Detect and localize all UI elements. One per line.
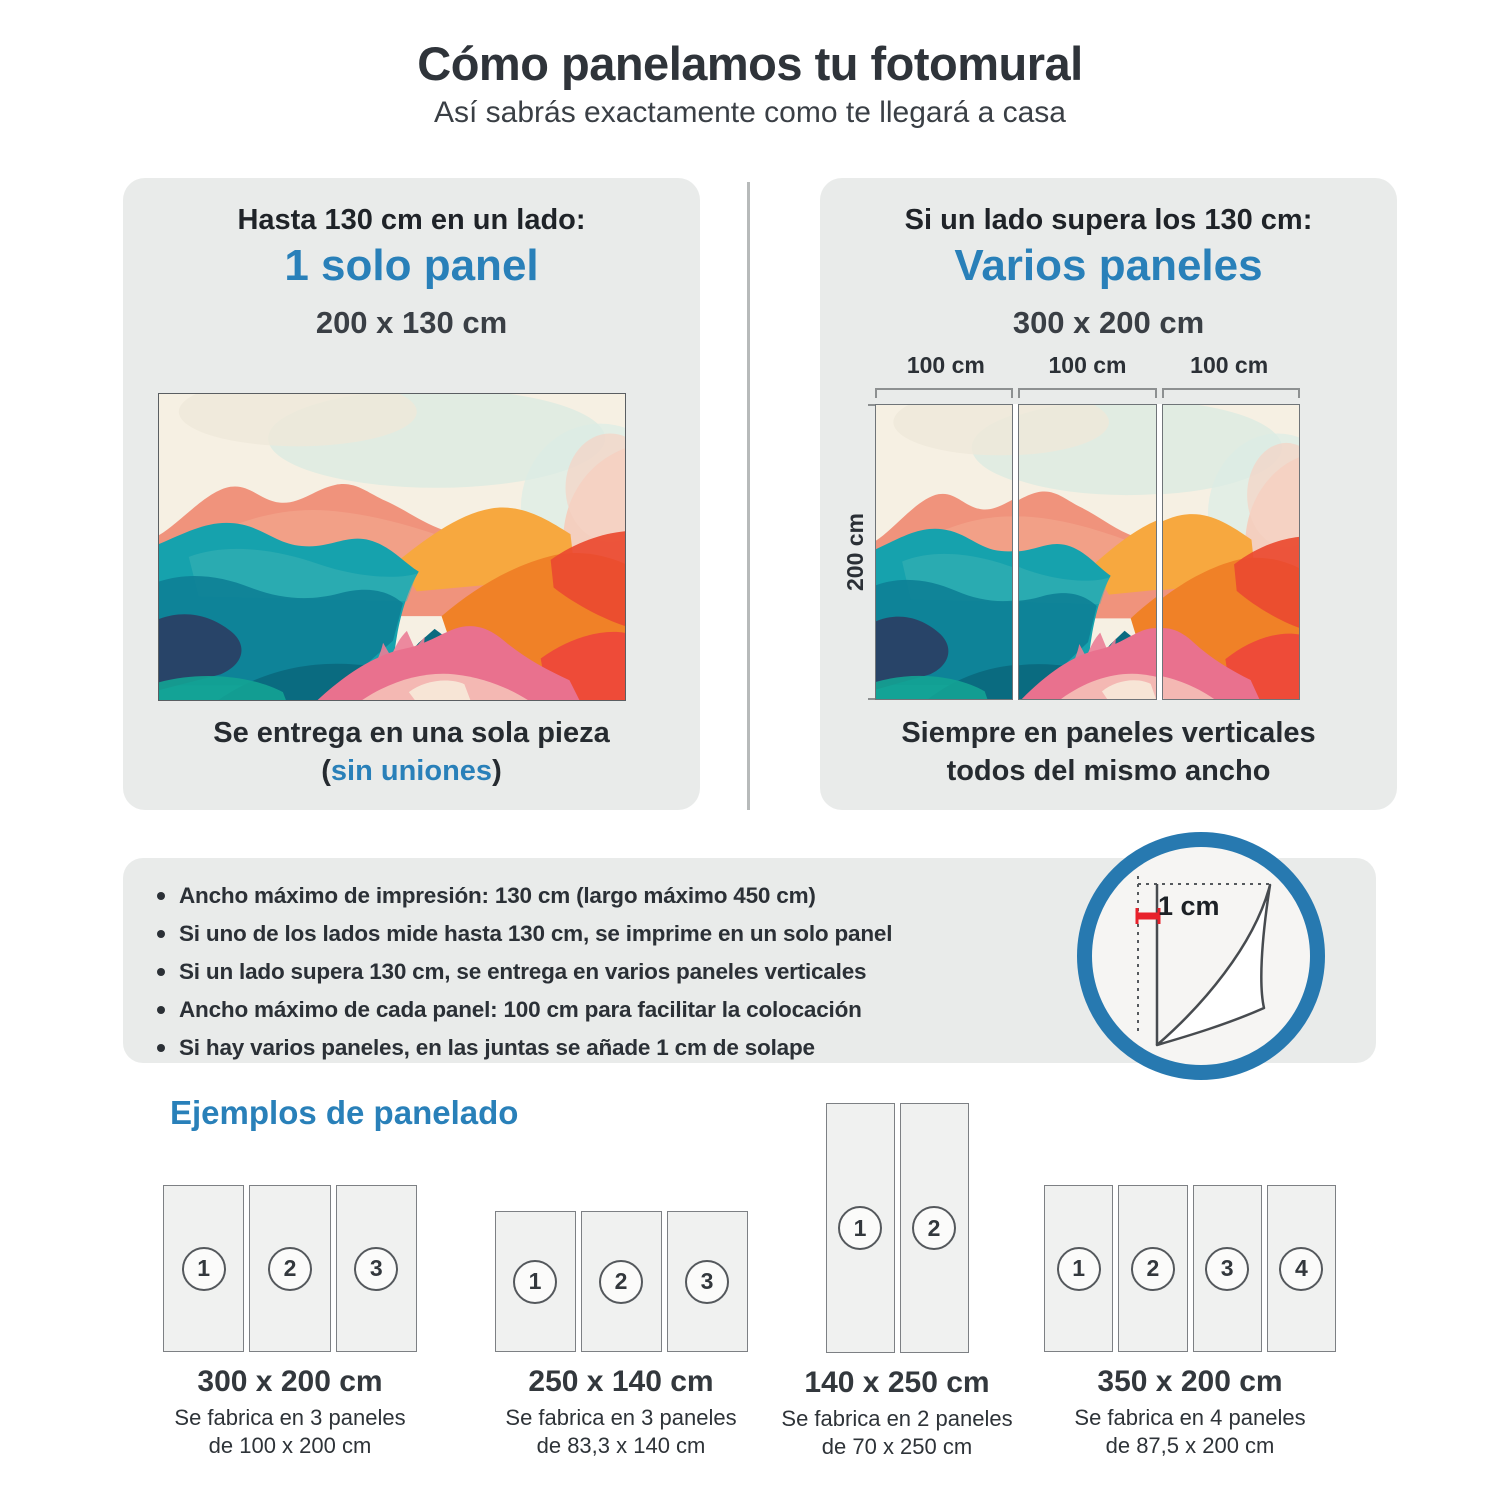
panel	[1118, 1185, 1187, 1352]
panel-number-badge: 3	[685, 1260, 729, 1304]
overlap-size-label: 1 cm	[1158, 891, 1220, 921]
panel-width-label-1: 100 cm	[906, 352, 985, 378]
single-panel-header: Hasta 130 cm en un lado:	[237, 204, 586, 236]
width-measure-brackets	[875, 388, 1300, 397]
mural-panel-2	[1018, 404, 1156, 700]
example-3-desc-line2: de 70 x 250 cm	[821, 1434, 973, 1459]
multi-panel-header: Si un lado supera los 130 cm:	[904, 204, 1313, 236]
example-140x250	[762, 1103, 1032, 1461]
example-2-desc-line2: de 83,3 x 140 cm	[536, 1433, 706, 1458]
panel	[667, 1211, 748, 1352]
single-panel-highlight: 1 solo panel	[284, 241, 539, 290]
panel-number-badge: 1	[1057, 1247, 1101, 1291]
example-350x200	[1040, 1185, 1340, 1460]
multi-panel-dimensions: 300 x 200 cm	[1012, 305, 1205, 340]
width-bracket-1	[875, 388, 1013, 397]
info-bullet-1: Ancho máximo de impresión: 130 cm (largo máximo 450 cm)	[155, 877, 1376, 915]
card-divider	[747, 182, 750, 810]
examples-heading: Ejemplos de panelado	[170, 1094, 519, 1131]
multi-panel-mural-image	[875, 404, 1300, 700]
example-4-panels	[1044, 1185, 1336, 1352]
panel	[249, 1185, 330, 1352]
example-2-desc-line1: Se fabrica en 3 paneles	[505, 1405, 737, 1430]
example-1-panels	[163, 1185, 417, 1352]
panel-width-labels	[875, 352, 1300, 379]
multi-panel-caption	[820, 714, 1397, 790]
panel-number-badge: 2	[599, 1260, 643, 1304]
example-2-panels	[495, 1211, 748, 1352]
example-300x200	[140, 1185, 440, 1460]
panel	[163, 1185, 244, 1352]
panel-number-badge: 4	[1279, 1247, 1323, 1291]
mural-panel-1	[875, 404, 1013, 700]
width-bracket-2	[1018, 388, 1156, 397]
single-panel-card	[123, 178, 700, 810]
width-bracket-3	[1162, 388, 1300, 397]
example-4-desc-line2: de 87,5 x 200 cm	[1105, 1433, 1275, 1458]
example-4-size: 350 x 200 cm	[1097, 1365, 1283, 1398]
info-bullet-4: Ancho máximo de cada panel: 100 cm para facilitar la colocación	[155, 991, 1376, 1029]
example-2-size: 250 x 140 cm	[528, 1365, 714, 1398]
single-panel-caption-highlight: sin uniones	[330, 755, 493, 787]
panel-number-badge: 1	[513, 1260, 557, 1304]
panel-number-badge: 1	[838, 1206, 882, 1250]
page-subtitle: Así sabrás exactamente como te llegará a casa	[434, 96, 1066, 129]
example-1-size: 300 x 200 cm	[197, 1365, 383, 1398]
panel	[826, 1103, 895, 1353]
panel-number-badge: 3	[1205, 1247, 1249, 1291]
multi-panel-caption-line1: Siempre en paneles verticales	[901, 717, 1316, 749]
info-bullet-3: Si un lado supera 130 cm, se entrega en varios paneles verticales	[155, 953, 1376, 991]
example-3-size: 140 x 250 cm	[804, 1366, 990, 1399]
panel	[1044, 1185, 1113, 1352]
single-panel-caption	[123, 714, 700, 790]
panel-number-badge: 3	[354, 1247, 398, 1291]
panel	[1267, 1185, 1336, 1352]
panel	[1193, 1185, 1262, 1352]
panel	[900, 1103, 969, 1353]
caption-paren-open: (	[321, 755, 331, 787]
example-3-description	[762, 1405, 1032, 1461]
panel	[336, 1185, 417, 1352]
panel-number-badge: 2	[268, 1247, 312, 1291]
panel-number-badge: 2	[1131, 1247, 1175, 1291]
multi-panel-caption-line2: todos del mismo ancho	[946, 755, 1271, 787]
panel-number-badge: 2	[912, 1206, 956, 1250]
panel	[581, 1211, 662, 1352]
example-3-desc-line1: Se fabrica en 2 paneles	[781, 1406, 1013, 1431]
multi-panel-highlight: Varios paneles	[954, 241, 1263, 290]
panel-width-label-3: 100 cm	[1190, 352, 1269, 378]
info-bullet-2: Si uno de los lados mide hasta 130 cm, se imprime en un solo panel	[155, 915, 1376, 953]
multi-panel-card	[820, 178, 1397, 810]
example-1-desc-line2: de 100 x 200 cm	[208, 1433, 372, 1458]
panel-height-label: 200 cm	[842, 513, 868, 592]
panel	[495, 1211, 576, 1352]
single-panel-caption-line1: Se entrega en una sola pieza	[213, 717, 610, 749]
page-title: Cómo panelamos tu fotomural	[417, 37, 1083, 90]
example-4-desc-line1: Se fabrica en 4 paneles	[1074, 1405, 1306, 1430]
single-panel-dimensions: 200 x 130 cm	[315, 305, 508, 340]
example-250x140	[485, 1211, 757, 1460]
info-bullet-5: Si hay varios paneles, en las juntas se añade 1 cm de solape	[155, 1029, 1376, 1067]
example-4-description	[1040, 1404, 1340, 1460]
example-2-description	[485, 1404, 757, 1460]
single-panel-mural-image	[158, 393, 626, 701]
mural-panel-3	[1162, 404, 1300, 700]
caption-paren-close: )	[492, 755, 502, 787]
panel-width-label-2: 100 cm	[1048, 352, 1127, 378]
example-1-description	[140, 1404, 440, 1460]
example-1-desc-line1: Se fabrica en 3 paneles	[174, 1405, 406, 1430]
example-3-panels	[826, 1103, 969, 1353]
panel-number-badge: 1	[182, 1247, 226, 1291]
